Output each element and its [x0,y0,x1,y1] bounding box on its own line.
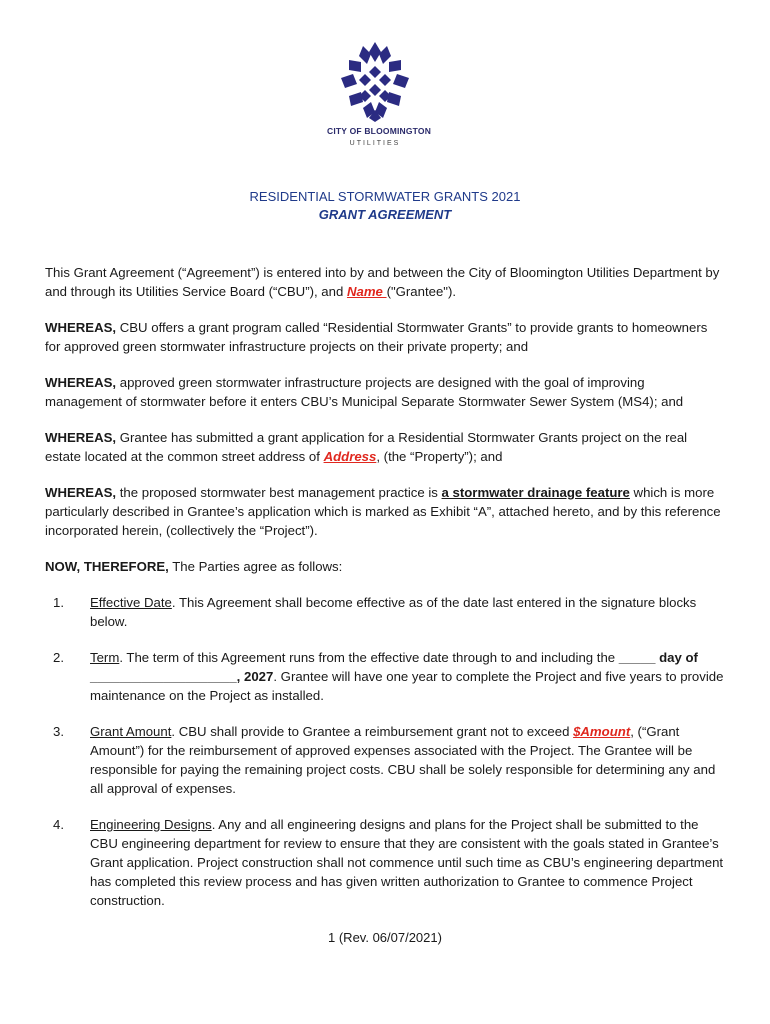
term-end-date-field[interactable]: _____ day of ____________________, 2027 [90,650,698,684]
agreement-body [45,263,725,927]
item-heading: Grant Amount [90,724,172,739]
intro-paragraph: This Grant Agreement (“Agreement”) is entered into by and between the City of Bloomington Utilities Department by and through its Utilities Service Board (“CBU”), and Name ("Grantee"). [45,265,720,299]
whereas-paragraph-2: WHEREAS, approved green stormwater infrastructure projects are designed with the goal of improving management of stormwater before it enters CBU’s Municipal Separate Stormwater Sewer System (MS4); and [45,375,684,409]
whereas-paragraph-3: WHEREAS, Grantee has submitted a grant application for a Residential Stormwater Grants project on the real estate located at the common street address of Address, (the “Property”); and [45,430,688,464]
list-item-engineering-designs: 4. Engineering Designs. Any and all engineering designs and plans for the Project shall be submitted to the CBU engineering department for review to ensure that they are consistent with the goals stated in Grantee’s Grant application. Project construction shall not commence until such time as CBU’s engineering department has completed this review process and has given written authorization to Grantee to commence Project construction. [53,817,724,908]
page-footer: 1 (Rev. 06/07/2021) [328,930,442,945]
item-heading: Engineering Designs [90,817,212,832]
logo-subtitle: UTILITIES [349,140,401,147]
property-address-field[interactable]: Address [323,449,377,464]
item-heading: Term [90,650,120,665]
list-item-term: 2. Term. The term of this Agreement runs from the effective date through to and including the _____ day of ____________________, 2027. Grantee will have one year to complete the Project and five years to provide maintenance on the Project as installed. [53,650,724,703]
terms-list [45,593,725,910]
document-title [0,188,770,224]
snowflake-star-icon [339,40,411,122]
logo-city-name: CITY OF BLOOMINGTON [327,126,432,136]
whereas-paragraph-4: WHEREAS, the proposed stormwater best management practice is a stormwater drainage feature which is more particularly described in Grantee’s application which is marked as Exhibit “A”, attached hereto, and by this reference incorporated herein, (collectively the “Project”). [45,485,721,538]
list-item-grant-amount: 3. Grant Amount. CBU shall provide to Grantee a reimbursement grant not to exceed $Amount, (“Grant Amount”) for the reimbursement of approved expenses associated with the Project. The Grantee will be responsible for paying the remaining project costs. CBU shall be solely responsible for determining any and all approval of expenses. [53,724,716,796]
list-item-effective-date: 1. Effective Date. This Agreement shall become effective as of the date last entered in the signature blocks below. [53,595,697,629]
now-therefore-paragraph: NOW, THEREFORE, The Parties agree as follows: [45,559,343,574]
item-heading: Effective Date [90,595,172,610]
whereas-paragraph-1: WHEREAS, CBU offers a grant program called “Residential Stormwater Grants” to provide grants to homeowners for approved green stormwater infrastructure projects on their private property; and [45,320,708,354]
city-logo [327,40,432,150]
grantee-name-field[interactable]: Name [346,284,387,299]
program-title: RESIDENTIAL STORMWATER GRANTS 2021 [249,189,521,204]
grant-amount-field[interactable]: $Amount [573,724,631,739]
project-feature: a stormwater drainage feature [441,485,630,500]
agreement-title: GRANT AGREEMENT [318,207,452,222]
